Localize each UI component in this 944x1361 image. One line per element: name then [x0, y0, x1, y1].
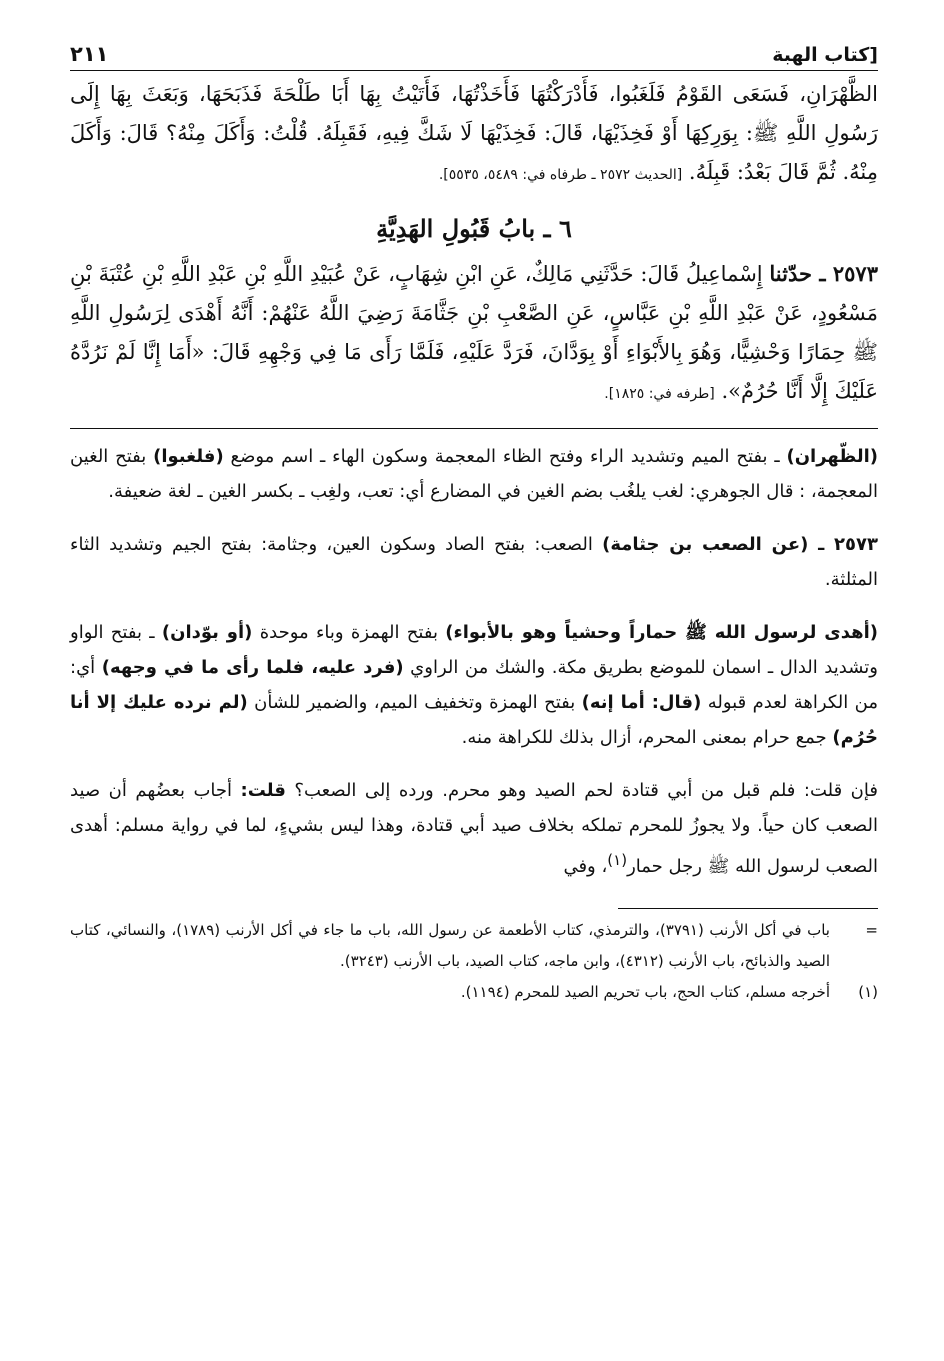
commentary-bold: (لم نرده عليك إلا أنا حُرُم) [70, 692, 878, 748]
commentary-bold: (الظّهران) [786, 446, 878, 467]
commentary-text: بفتح الهمزة وباء موحدة [252, 622, 446, 643]
commentary-text: أي: من الكراهة لعدم قبوله [70, 657, 878, 713]
hadith-text-section [70, 75, 878, 414]
matn-paragraph-1 [70, 75, 878, 195]
commentary-paragraph-1 [70, 439, 878, 509]
book-page [70, 22, 878, 1008]
hadith-body: إِسْماعِيلُ قَالَ: حَدَّثَنِي مَالِكٌ، عَنِ ابْنِ شِهَابٍ، عَنْ عُبَيْدِ اللَّهِ بْنِ عَبْدِ اللَّهِ بْنِ عُتْبَةَ بْنِ مَسْعُودٍ، عَنْ عَبْدِ اللَّهِ بْنِ عَبَّاسٍ، عَنِ الصَّعْبِ بْنِ جَثَّامَةَ رَضِيَ اللَّهُ عَنْهُمْ: أَنَّهُ أَهْدَى لِرَسُولِ اللَّهِ ﷺ حِمَارًا وَحْشِيًّا، وَهُوَ بِالأَبْوَاءِ أَوْ بِوَدَّانَ، فَرَدَّ عَلَيْهِ، فَلَمَّا رَأَى مَا فِي وَجْهِهِ قَالَ: «أَمَا إِنَّا لَمْ نَرُدَّهُ عَلَيْكَ إِلَّا أَنَّا حُرُمٌ». [70, 262, 878, 403]
commentary-paragraph-2 [70, 527, 878, 597]
chapter-heading: ٦ ـ بابُ قَبُولِ الهَدِيَّةِ [376, 214, 572, 243]
book-title: [كتاب الهبة [772, 44, 878, 66]
commentary-text: الصعب: بفتح الصاد وسكون العين، وجثامة: بفتح الجيم وتشديد الثاء المثلثة. [70, 534, 878, 590]
commentary-bold: (أو بوّدان) [161, 622, 253, 643]
page-header [70, 22, 878, 71]
commentary-text: ، وفي [563, 856, 608, 877]
commentary-bold: (فلغبوا) [153, 446, 224, 467]
footnote-text: أخرجه مسلم، كتاب الحج، باب تحريم الصيد للمحرم (١١٩٤). [460, 983, 830, 1001]
matn-text: الظَّهْرَانِ، فَسَعَى القَوْمُ فَلَغَبُوا، فَأَدْرَكْتُهَا فَأَخَذْتُهَا، فَأَتَيْتُ بِهَا أَبَا طَلْحَةَ فَذَبَحَهَا، وَبَعَثَ بِهَا إِلَى رَسُولِ اللَّهِ ﷺ: بِوَرِكِهَا أَوْ فَخِذَيْهَا، قَالَ: فَخِذَيْهَا لَا شَكَّ فِيهِ، فَقَبِلَهُ. قُلْتُ: وَأَكَلَ مِنْهُ؟ قَالَ: وَأَكَلَ مِنْهُ. ثُمَّ قَالَ بَعْدُ: قَبِلَهُ. [70, 82, 878, 184]
footnote-mark: (١) [858, 983, 878, 1001]
page-number: ٢١١ [70, 42, 109, 66]
commentary-text: ـ بفتح الميم وتشديد الراء وفتح الظاء المعجمة وسكون الهاء ـ اسم موضع [223, 446, 787, 467]
commentary-bold: قلت: [240, 780, 286, 801]
section-divider [70, 428, 878, 429]
footnote-continued [70, 915, 878, 977]
commentary-bold: (أهدى لرسول الله ﷺ حماراً وحشياً وهو بالأبواء) [445, 622, 878, 643]
footnote-reference[interactable]: (١) [607, 851, 628, 869]
commentary-bold: (فرد عليه، فلما رأى ما في وجهه) [101, 657, 404, 678]
commentary-section [70, 439, 878, 884]
commentary-text: ـ بفتح الواو وتشديد الدال ـ اسمان للموضع بطريق مكة. والشك من الراوي [70, 622, 878, 678]
commentary-text: بفتح الغين المعجمة، : قال الجوهري: لغب يلغُب بضم الغين في المضارع أي: تعب، ولغِب ـ بكسر الغين ـ لغة ضعيفة. [70, 446, 878, 502]
footnote-1 [70, 977, 878, 1008]
hadith-number: ٢٥٧٣ ـ حدّثنا [769, 261, 878, 286]
matn-paragraph-2 [70, 254, 878, 414]
footnote-divider [618, 908, 878, 909]
footnote-text: باب في أكل الأرنب (٣٧٩١)، والترمذي، كتاب الأطعمة عن رسول الله، باب ما جاء في أكل الأرنب (١٧٨٩)، والنسائي، كتاب الصيد والذبائح، باب الأرنب (٤٣١٢)، وابن ماجه، كتاب الصيد، باب الأرنب (٣٢٤٣). [70, 921, 830, 970]
commentary-text: جمع حرام بمعنى المحرم، أزال بذلك للكراهة منه. [461, 727, 833, 748]
footnotes-section [70, 915, 878, 1008]
commentary-bold: ٢٥٧٣ ـ (عن الصعب بن جثامة) [602, 534, 878, 555]
commentary-text: فإن قلت: فلم قبل من أبي قتادة لحم الصيد وهو محرم. ورده إلى الصعب؟ [285, 780, 878, 801]
hadith-reference: [طرفه في: ١٨٢٥]. [604, 386, 715, 402]
commentary-text: أجاب بعضُهم أن صيد الصعب كان حياً. ولا يجوزُ للمحرم تملكه بخلاف صيد أبي قتادة، وهذا ليس بشيءٍ، لما في رواية مسلم: أهدى الصعب لرسول الله ﷺ رجل حمار [70, 780, 878, 877]
footnote-mark: = [865, 921, 878, 939]
commentary-paragraph-4 [70, 773, 878, 884]
hadith-reference: [الحديث ٢٥٧٢ ـ طرفاه في: ٥٤٨٩، ٥٥٣٥]. [438, 167, 683, 183]
commentary-paragraph-3 [70, 615, 878, 755]
commentary-text: بفتح الهمزة وتخفيف الميم، والضمير للشأن [247, 692, 582, 713]
commentary-bold: (قال: أما إنه) [581, 692, 702, 713]
